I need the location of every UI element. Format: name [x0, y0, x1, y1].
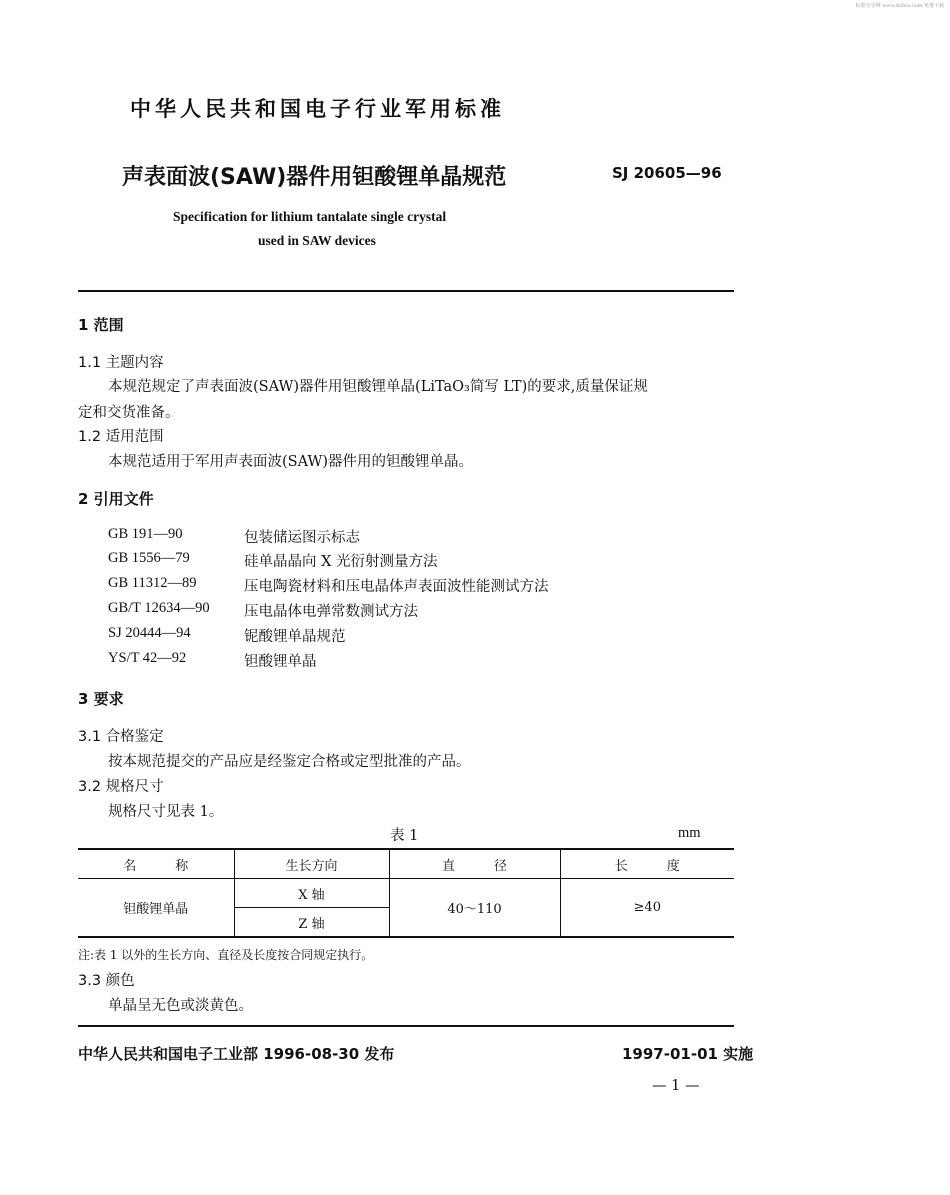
section-3-2-heading: 3.2 规格尺寸: [78, 779, 164, 795]
table-unit: mm: [678, 825, 701, 841]
table-caption: 表 1: [390, 828, 419, 844]
col-header-direction: 生长方向: [234, 849, 389, 879]
ref-code: GB 11312—89: [108, 575, 197, 591]
ref-title: 包装储运图示标志: [244, 530, 360, 546]
section-3-1-heading: 3.1 合格鉴定: [78, 729, 164, 745]
header-rule: [78, 290, 734, 292]
section-1-1-text-line2: 定和交货准备。: [78, 405, 180, 421]
title-en-line2: used in SAW devices: [258, 233, 376, 248]
ref-code: GB 191—90: [108, 526, 183, 542]
ref-code: YS/T 42—92: [108, 650, 187, 666]
standard-code: SJ 20605—96: [612, 164, 722, 182]
section-1-2-heading: 1.2 适用范围: [78, 429, 164, 445]
cell-direction-x: X 轴: [234, 879, 389, 908]
issuer-line: 中华人民共和国电子工业部 1996-08-30 发布: [78, 1045, 395, 1063]
col-header-length: 长 度: [560, 849, 734, 879]
title-cn: 声表面波(SAW)器件用钽酸锂单晶规范: [122, 165, 507, 190]
ref-title: 压电晶体电弹常数测试方法: [244, 604, 418, 620]
footer-rule: [78, 1025, 734, 1027]
section-3-heading: 3 要求: [78, 690, 124, 708]
effective-date: 1997-01-01 实施: [622, 1045, 754, 1063]
ref-code: GB/T 12634—90: [108, 600, 210, 616]
ref-title: 钽酸锂单晶: [244, 654, 317, 670]
col-header-name: 名 称: [78, 849, 234, 879]
cell-diameter: 40～110: [389, 879, 560, 938]
section-1-1-text-line1: 本规范规定了声表面波(SAW)器件用钽酸锂单晶(LiTaO₃简写 LT)的要求,质量保证规: [108, 379, 648, 395]
page-number: — 1 —: [652, 1078, 700, 1094]
table-header-row: [78, 849, 734, 879]
col-header-diameter: 直 径: [389, 849, 560, 879]
section-3-3-heading: 3.3 颜色: [78, 973, 135, 989]
ref-title: 硅单晶晶向 X 光衍射测量方法: [244, 554, 438, 570]
section-1-heading: 1 范围: [78, 316, 124, 334]
table-note: 注:表 1 以外的生长方向、直径及长度按合同规定执行。: [78, 948, 374, 962]
standard-category: 中华人民共和国电子行业军用标准: [130, 97, 505, 121]
section-3-2-text: 规格尺寸见表 1。: [108, 804, 224, 820]
ref-title: 铌酸锂单晶规范: [244, 629, 346, 645]
ref-code: GB 1556—79: [108, 550, 190, 566]
ref-code: SJ 20444—94: [108, 625, 191, 641]
title-en-line1: Specification for lithium tantalate single crystal: [173, 209, 447, 224]
section-3-3-text: 单晶呈无色或淡黄色。: [108, 998, 253, 1014]
section-3-1-text: 按本规范提交的产品应是经鉴定合格或定型批准的产品。: [108, 754, 471, 770]
cell-direction-z: Z 轴: [234, 908, 389, 938]
ref-title: 压电陶瓷材料和压电晶体声表面波性能测试方法: [244, 579, 549, 595]
section-1-1-heading: 1.1 主题内容: [78, 355, 164, 371]
cell-name: 钽酸锂单晶: [78, 879, 234, 938]
section-2-heading: 2 引用文件: [78, 490, 154, 508]
watermark-tag: 标准分享网 www.bzfxw.com 免费下载: [855, 3, 944, 9]
table-row: [78, 879, 734, 908]
spec-table: [78, 848, 734, 938]
cell-length: ≥40: [560, 879, 734, 938]
section-1-2-text: 本规范适用于军用声表面波(SAW)器件用的钽酸锂单晶。: [108, 454, 474, 470]
